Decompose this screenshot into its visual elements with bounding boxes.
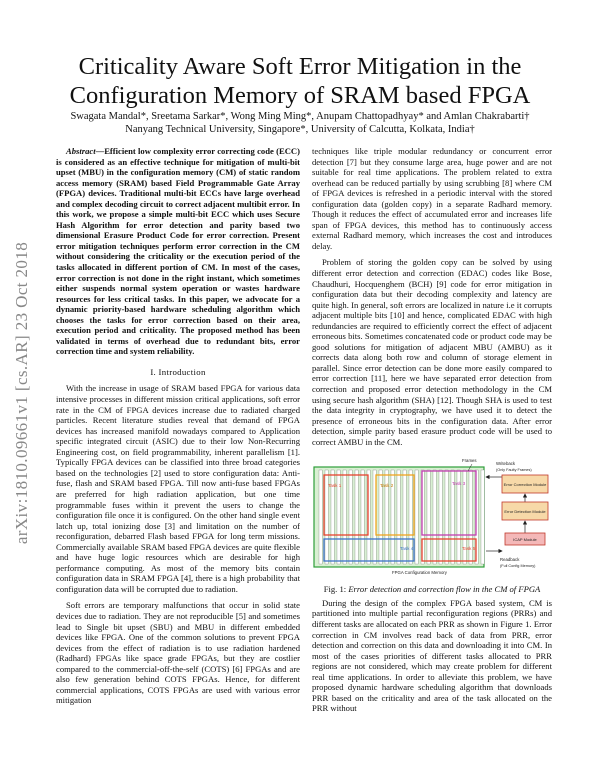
figure-1-diagram [312,455,552,581]
error-detection-label: Error Detection Module [504,509,546,515]
author-block [40,110,560,136]
right-paragraph-1: techniques like triple modular redundancy or concurrent error detection [7] but they consume large area, huge power and are not suitable for real time applications. The problem related to extra overhead can be reduced partially by using scrubbing [8] where CM of FPGA devices is refreshed in a periodic interval with the stored configuration data (golden copy) in a separate Radhard memory. Though it reduces the effect of accumulated error and increases life span of FPGA devices, this method has to continuously access external Radhard memory, which increases the cost and introduces delay. [312,146,552,251]
frame-column [427,470,430,564]
figure-1 [312,455,552,581]
abstract-text: —Efficient low complexity error correcting code (ECC) is considered as an effective technique for mitigation of multi-bit upset (MBU) in the configuration memory (CM) of static random access memory (SRAM) based Field Programmable Gate Array (FPGA) devices. Traditional multi-bit ECCs have large overhead and complex decoding circuit to correct adjacent multibit error. In this work, we propose a simple multi-bit ECC which uses Secure Hash Algorithm for error detection and parity based two dimensional Erasure Product Code for error correction. Present error mitigation techniques perform error correction in the CM without considering the criticality or the execution period of the tasks allocated in different portion of CM. In most of the cases, error correction is not done in the right instant, which sometimes either suspends normal system operation or wastes hardware resources for less critical tasks. In this paper, we advocate for a dynamic priority-based hardware scheduling algorithm which chooses the tasks for error correction based on their area, execution period and criticality. The proposed method has been validated in terms of overhead due to redundant bits, error correction time and system reliability. [56,146,300,357]
cm-label: FPGA Configuration Memory [392,570,447,576]
left-column [56,146,300,706]
figure-1-caption-text: Error detection and correction flow in the CM of FPGA [348,584,541,595]
figure-1-caption-label: Fig. 1: [323,584,347,595]
task-4-label: Task 4 [400,546,414,552]
writeback-label: Writeback [496,461,516,467]
frame-column [439,470,442,564]
task-2-label: Task 2 [380,483,394,489]
readback-sub-label: (Full Config Memory) [500,564,536,569]
readback-label: Readback [500,557,520,563]
intro-paragraph-1: With the increase in usage of SRAM based FPGA for various data intensive processes in different mission critical applications, soft error rate in the CM of FPGA devices increase due to radiated charged particles. Recent literature studies reveal that demand of FPGA devices has increased manifold nowadays compared to Application specific integrated circuit (ASIC) due to their low Non-Recurring Engineering cost, on field programmability, inherent parallelism [1]. Typically FPGA devices can be classified into three broad categories based on the technologies [2] used to store configuration data: Anti-fuse, flash and SRAM based FPGA. Till now anti-fuse based FPGAs are preferred for high radiation application, but one time programmable fuses within it prevent the users to change the configuration file once it is configured. On the other hand single event latch up, total ionizing dose [3] and limitation on the number of reconfiguration, debarred Flash based FPGA for long term missions. Commercially available SRAM based FPGA devices are quite flexible and have huge logic resources which are desirable for high performance computing. As most of the memory bits contain configuration data in SRAM FPGA [4], there is a high probability that configuration data will be corrupted due to radiation. [56,383,300,594]
arxiv-id: arXiv:1810.09661v1 [cs.AR] 23 Oct 2018 [12,241,31,545]
frame-column [343,470,346,564]
icap-module-label: ICAP Module [513,537,537,543]
abstract-label: Abstract [66,146,96,156]
error-correction-label: Error Correction Module [503,482,547,488]
arxiv-watermark [5,193,39,593]
right-paragraph-3: During the design of the complex FPGA based system, CM is partitioned into multiple partial reconfiguration regions (PRRs) and different tasks are allocated on each PRR as shown in Figure 1. Error correction in CM involves read back of data from PRR, error detection and correction on this data and downloading it into CM. In most of the cases priorities of different tasks allocated to PRR regions are not considered, which may create problem for different real time applications. In order to alleviate this problem, we have proposed dynamic hardware scheduling algorithm that downloads PRR based on the criticality and area of the task allocated on the PRR without [312,597,552,714]
section-heading-introduction: I. Introduction [150,366,206,377]
frame-column [319,470,322,564]
intro-paragraph-2: Soft errors are temporary malfunctions that occur in solid state devices due to radiation. They are not reproducible [5] and sometimes lead to Single bit upset (SBU) and MBU in different embedded devices like FPGA. One of the common solutions to prevent FPGA devices from the effect of radiation is to use radiation hardened (Radhard) FPGAs like space grade FPGAs, but they are costlier compared to the commercial-off-the-self (COTS) [6] FPGAs and are also few generation behind COTS FPGAs. Hence, for different commercial applications, COTS FPGAs are used with various error mitigation [56,600,300,706]
paper-title: Criticality Aware Soft Error Mitigation in the Configuration Memory of SRAM based FPGA [69,53,531,109]
right-column [312,146,552,714]
abstract [56,146,300,357]
frames-label: Frames [462,458,477,464]
affiliations-line: Nanyang Technical University, Singapore*, University of Calcutta, Kolkata, India† [125,124,475,135]
figure-1-caption [312,584,552,595]
frame-column [349,470,352,564]
task-1-label: Task 1 [328,483,342,489]
frame-column [415,470,418,564]
frame-column [445,470,448,564]
frame-column [481,470,484,564]
authors-line: Swagata Mandal*, Sreetama Sarkar*, Wong Ming Ming*, Anupam Chattopadhyay* and Amlan Chakrabarti† [70,111,530,122]
right-paragraph-2: Problem of storing the golden copy can be solved by using different error detection and correction (EDAC) codes like Bose, Chaudhuri, Hocquenghem (BCH) [9] code for error mitigation in configuration data but their decoding complexity and latency are quite high. In general, soft errors are localized in nature i.e it corrupts adjacent multiple bits [10] and hence, complicated EDAC with high redundancies are required to efficiently correct the effect of adjacent erroneous bits. Sometimes concatenated code or product code may be good solutions for mitigation of adjacent MBU (AMBU) as it corrects data along both row and column of storage element in parallel. Since error detection can be done more easily compared to error correction [11], here we have separated error detection from correction and proposed error detection methodology in the CM using secure hash algorithm (SHA) [12]. Though SHA is used to test the data integrity in cryptography, we have used it to detect the presence of erroneous bits in the configuration data. After error detection, simple parity based erasure product code will be used to correct AMBU in the CM. [312,257,552,447]
frame-column [433,470,436,564]
task-5-label: Task 5 [462,546,476,552]
frame-column [355,470,358,564]
frame-column [361,470,364,564]
writeback-sub-label: (Only Faulty Frames) [496,468,532,473]
task-3-label: Task 3 [452,481,466,487]
